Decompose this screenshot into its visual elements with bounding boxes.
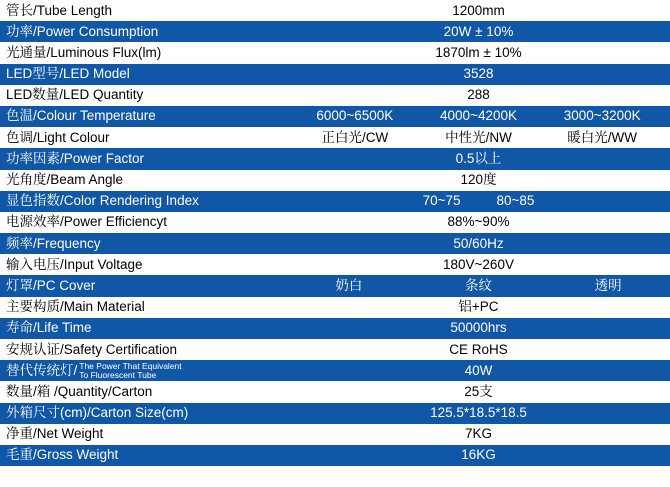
spec-value-text: 180V~260V (443, 256, 514, 272)
spec-label-text: 显色指数/Color Rendering Index (6, 193, 199, 209)
spec-label-cell (0, 42, 287, 63)
spec-value-cell (287, 106, 670, 127)
spec-label-text: 毛重/Gross Weight (6, 447, 119, 463)
spec-value-text: 3000~3200K (563, 108, 641, 124)
spec-label-text: 输入电压/Input Voltage (6, 256, 143, 272)
spec-label-text: 灯罩/PC Cover (6, 277, 96, 293)
spec-label-subtext-line: The Power That Equivalent (79, 360, 182, 371)
table-row (0, 403, 670, 424)
spec-value-cell (287, 339, 670, 360)
table-row (0, 360, 670, 381)
table-row (0, 233, 670, 254)
spec-label-cell (0, 275, 287, 296)
spec-value-cell (287, 424, 670, 445)
spec-value-text: 25支 (464, 383, 493, 399)
table-row (0, 339, 670, 360)
table-row (0, 191, 670, 212)
spec-label-text: 电源效率/Power Efficiencyt (6, 214, 168, 230)
spec-label-cell (0, 233, 287, 254)
spec-label-text: 色温/Colour Temperature (6, 108, 156, 124)
spec-label-subtext (79, 362, 181, 380)
spec-value-cell (287, 21, 670, 42)
spec-label-cell (0, 127, 287, 148)
spec-label-cell (0, 360, 287, 381)
spec-label-cell (0, 381, 287, 402)
spec-label-cell (0, 106, 287, 127)
spec-label-cell (0, 318, 287, 339)
spec-value-cell (287, 212, 670, 233)
spec-value-cell (287, 381, 670, 402)
spec-value-cell (287, 318, 670, 339)
table-row (0, 424, 670, 445)
spec-value-text: 88%~90% (447, 214, 510, 230)
spec-value-cell (287, 64, 670, 85)
spec-value-group (293, 194, 664, 208)
spec-label-cell (0, 0, 287, 21)
spec-value-cell (287, 403, 670, 424)
spec-label-text: 色调/Light Colour (6, 129, 110, 145)
spec-label-text: 寿命/Life Time (6, 320, 92, 336)
spec-label-text: 管长/Tube Length (6, 2, 113, 18)
spec-value-group (293, 109, 664, 123)
spec-label-cell (0, 445, 287, 466)
spec-value-group (293, 131, 664, 145)
spec-label-text: 数量/箱 /Quantity/Carton (6, 383, 153, 399)
table-row (0, 297, 670, 318)
spec-value-text: 6000~6500K (316, 108, 394, 124)
spec-value-text: 120度 (460, 172, 497, 187)
table-row (0, 381, 670, 402)
spec-value-text: 条纹 (465, 277, 492, 293)
spec-value-cell (287, 445, 670, 466)
spec-label-cell (0, 85, 287, 106)
spec-value-text: CE RoHS (449, 341, 508, 357)
spec-label-cell (0, 212, 287, 233)
spec-value-text: 3528 (463, 66, 494, 82)
spec-value-cell (287, 191, 670, 212)
spec-label-cell (0, 403, 287, 424)
spec-value-text: 70~75 (422, 193, 461, 209)
spec-label-cell (0, 297, 287, 318)
spec-value-cell (287, 127, 670, 148)
spec-value-text: 4000~4200K (440, 108, 517, 124)
spec-value-cell (287, 0, 670, 21)
spec-value-text: 正白光/CW (321, 129, 389, 145)
spec-label-subtext-line: To Fluorescent Tube (79, 369, 157, 380)
table-row (0, 85, 670, 106)
spec-value-cell (287, 254, 670, 275)
spec-label-text: 安规认证/Safety Certification (6, 341, 178, 357)
spec-label-cell (0, 254, 287, 275)
spec-value-cell (287, 297, 670, 318)
spec-value-text: 1200mm (452, 2, 505, 18)
spec-label-text: 替代传统灯/ (6, 362, 78, 378)
spec-value-cell (287, 85, 670, 106)
spec-label-text: 功率因素/Power Factor (6, 150, 145, 166)
spec-label-text: 外箱尺寸(cm)/Carton Size(cm) (6, 405, 189, 421)
table-row (0, 106, 670, 127)
spec-label-cell (0, 64, 287, 85)
spec-value-text: 50/60Hz (453, 235, 504, 251)
table-row (0, 42, 670, 63)
spec-value-cell (287, 170, 670, 191)
spec-value-text: 透明 (594, 277, 622, 293)
spec-value-cell (287, 148, 670, 169)
spec-label-text: 频率/Frequency (6, 235, 101, 251)
spec-label-text: 主要构质/Main Material (6, 299, 145, 315)
spec-label-cell (0, 339, 287, 360)
spec-value-text: 暖白光/WW (567, 129, 638, 145)
table-row (0, 64, 670, 85)
spec-value-cell (287, 42, 670, 63)
spec-value-cell (287, 275, 670, 296)
spec-label-text: 光角度/Beam Angle (6, 172, 124, 187)
spec-label-cell (0, 191, 287, 212)
table-row (0, 445, 670, 466)
spec-value-text: 7KG (464, 426, 492, 442)
table-row (0, 170, 670, 191)
spec-value-group (293, 279, 664, 293)
spec-value-text: 1870lm ± 10% (435, 44, 522, 60)
spec-label-text: LED型号/LED Model (6, 66, 130, 82)
spec-value-text: 16KG (461, 447, 496, 463)
spec-value-text: 125.5*18.5*18.5 (430, 405, 527, 421)
spec-label-text: 光通量/Luminous Flux(lm) (6, 44, 162, 60)
spec-value-cell (287, 233, 670, 254)
spec-label-text: 净重/Net Weight (6, 426, 104, 442)
table-row (0, 254, 670, 275)
spec-value-text: 80~85 (496, 193, 535, 209)
table-row (0, 127, 670, 148)
spec-value-text: 40W (464, 362, 493, 378)
spec-label-group (6, 362, 281, 380)
spec-value-cell (287, 360, 670, 381)
spec-value-text: 中性光/NW (445, 129, 512, 145)
table-row (0, 275, 670, 296)
spec-label-cell (0, 21, 287, 42)
table-row (0, 318, 670, 339)
spec-value-text: 铝+PC (458, 299, 499, 315)
table-row (0, 0, 670, 21)
spec-label-text: LED数量/LED Quantity (6, 87, 144, 103)
spec-label-cell (0, 424, 287, 445)
spec-label-cell (0, 148, 287, 169)
table-row (0, 148, 670, 169)
spec-value-text: 20W ± 10% (443, 23, 514, 39)
table-row (0, 212, 670, 233)
table-row (0, 21, 670, 42)
spec-value-text: 0.5以上 (455, 150, 502, 166)
spec-label-text: 功率/Power Consumption (6, 23, 159, 39)
spec-value-text: 288 (467, 87, 490, 103)
spec-label-cell (0, 170, 287, 191)
spec-value-text: 奶白 (335, 277, 363, 293)
spec-value-text: 50000hrs (450, 320, 507, 336)
